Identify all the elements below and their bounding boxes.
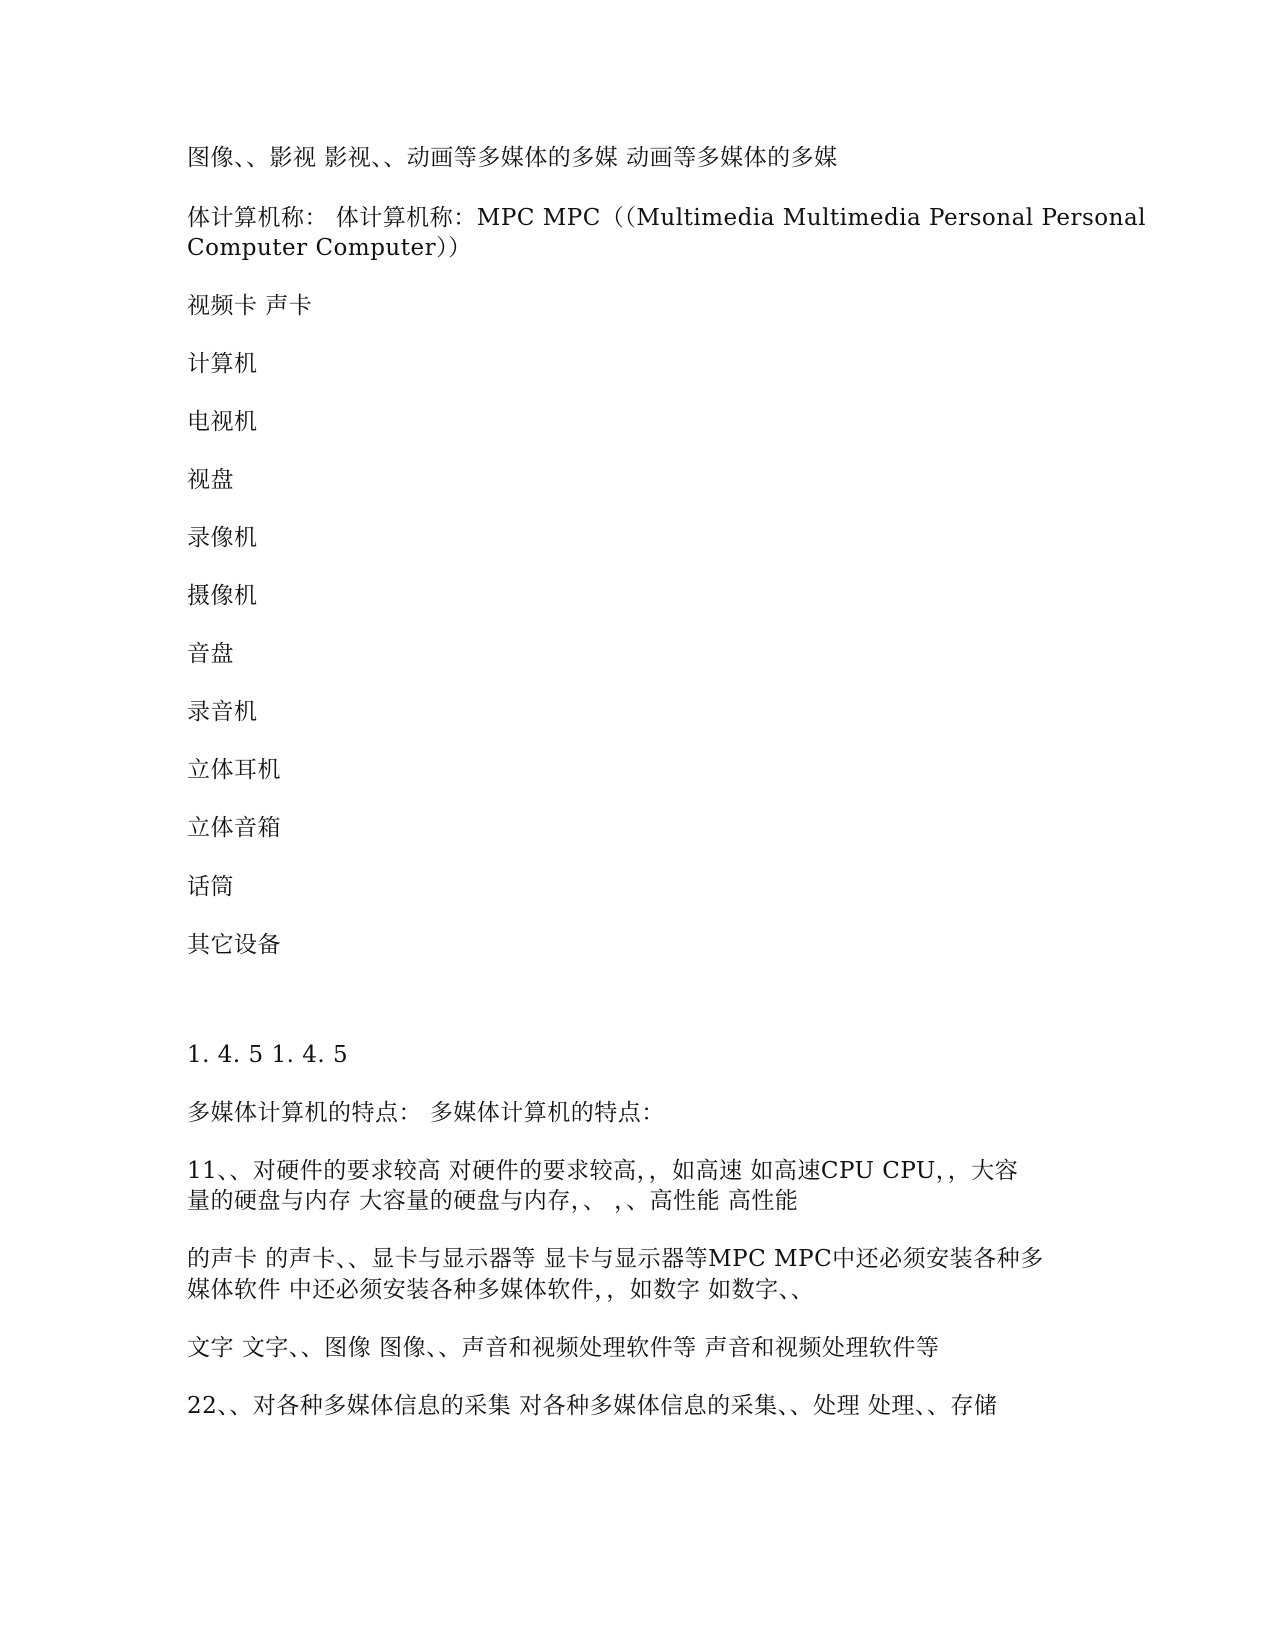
text-line: 计算机 <box>187 351 258 377</box>
section-heading: 多媒体计算机的特点： 多媒体计算机的特点： <box>187 1100 665 1126</box>
text-line: 视频卡 声卡 <box>187 293 313 319</box>
text-line: 22、、对各种多媒体信息的采集 对各种多媒体信息的采集、、处理 处理、、存储 <box>187 1393 998 1419</box>
text-line: 文字 文字、、图像 图像、、声音和视频处理软件等 声音和视频处理软件等 <box>187 1335 940 1361</box>
text-line: 立体音箱 <box>187 815 281 841</box>
text-line: Computer Computer）） <box>187 235 472 261</box>
text-line: 视盘 <box>187 467 234 493</box>
text-line: 摄像机 <box>187 583 258 609</box>
text-line: 媒体软件 中还必须安装各种多媒体软件，，如数字 如数字、、 <box>187 1277 815 1303</box>
text-line: 音盘 <box>187 641 234 667</box>
text-line: 量的硬盘与内存 大容量的硬盘与内存，、 ，、高性能 高性能 <box>187 1188 799 1214</box>
text-line: 的声卡 的声卡、、显卡与显示器等 显卡与显示器等MPC MPC中还必须安装各种多 <box>187 1246 1044 1272</box>
text-line: 电视机 <box>187 409 258 435</box>
text-line: 其它设备 <box>187 932 281 958</box>
text-line: 11、、对硬件的要求较高 对硬件的要求较高，，如高速 如高速CPU CPU，，大容 <box>187 1158 1019 1184</box>
text-line: 立体耳机 <box>187 757 281 783</box>
text-line: 图像、、影视 影视、、动画等多媒体的多媒 动画等多媒体的多媒 <box>187 145 838 171</box>
section-number: 1. 4. 5 1. 4. 5 <box>187 1042 349 1068</box>
text-line: 话筒 <box>187 874 234 900</box>
text-line: 录音机 <box>187 699 258 725</box>
text-line: 录像机 <box>187 525 258 551</box>
text-line: 体计算机称： 体计算机称：MPC MPC（（Multimedia Multimedia Personal Personal <box>187 205 1147 231</box>
